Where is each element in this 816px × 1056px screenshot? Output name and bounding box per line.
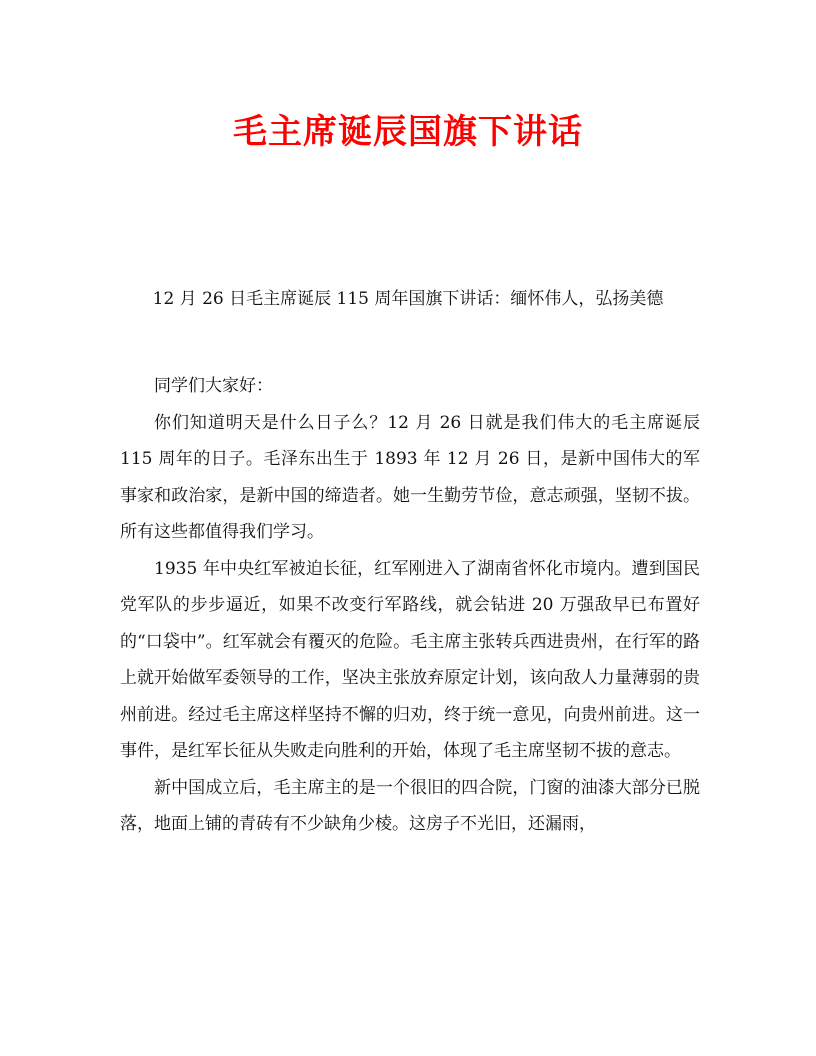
- document-subtitle: 12 月 26 日毛主席诞辰 115 周年国旗下讲话：缅怀伟人，弘扬美德: [152, 289, 664, 309]
- body-paragraph: 新中国成立后，毛主席主的是一个很旧的四合院，门窗的油漆大部分已脱落，地面上铺的青砖有不少缺角少棱。这房子不光旧，还漏雨，: [120, 777, 700, 834]
- document-body: [120, 368, 700, 843]
- greeting-paragraph: 同学们大家好：: [154, 376, 273, 396]
- document-title: 毛主席诞辰国旗下讲话: [233, 112, 583, 152]
- body-paragraph: 你们知道明天是什么日子么？12 月 26 日就是我们伟大的毛主席诞辰 115 周年的日子。毛泽东出生于 1893 年 12 月 26 日，是新中国伟大的军事家和政治家，是新中国的缔造者。她一生勤劳节俭，意志顽强，坚韧不拔。所有这些都值得我们学习。: [120, 412, 700, 542]
- body-paragraph: 1935 年中央红军被迫长征，红军刚进入了湖南省怀化市境内。遭到国民党军队的步步逼近，如果不改变行军路线，就会钻进 20 万强敌早已布置好的“口袋中”。红军就会有覆灭的危险。毛主席主张转兵西进贵州，在行军的路上就开始做军委领导的工作，坚决主张放弃原定计划，该向敌人力量薄弱的贵州前进。经过毛主席这样坚持不懈的归劝，终于统一意见，向贵州前进。这一事件，是红军长征从失败走向胜利的开始，体现了毛主席坚韧不拔的意志。: [120, 558, 700, 761]
